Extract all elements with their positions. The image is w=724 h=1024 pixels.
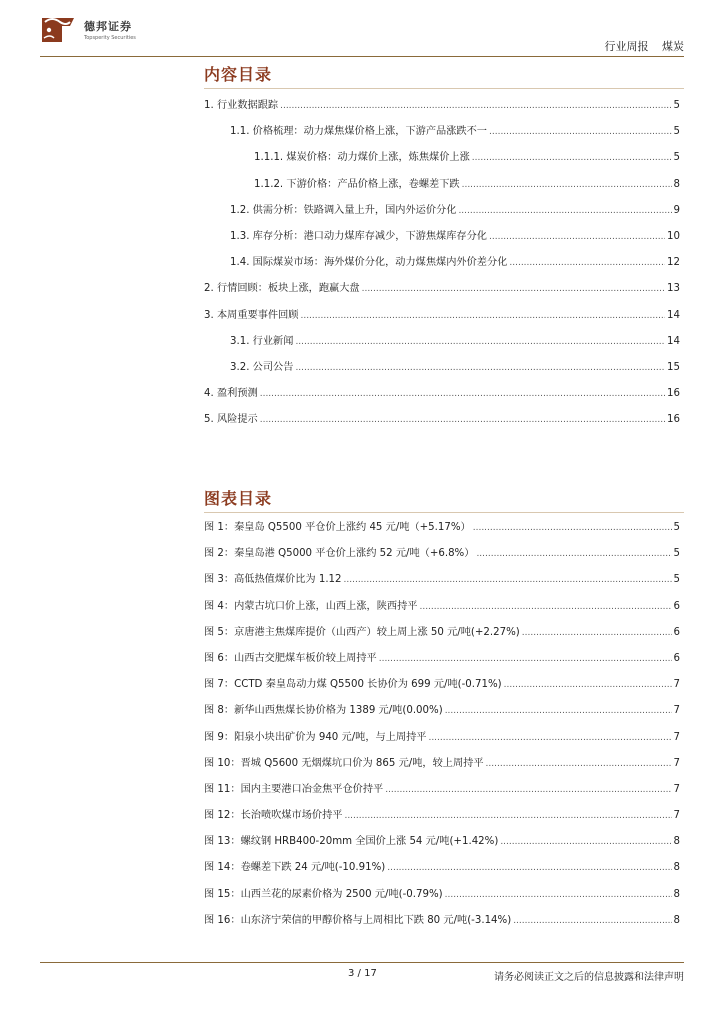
toc-entry-page: 15 xyxy=(667,361,680,373)
list-of-figures xyxy=(204,518,680,937)
dot-leader xyxy=(489,232,665,242)
toc-entry-label: 2. 行情回顾：板块上涨，跑赢大盘 xyxy=(204,283,360,295)
dot-leader xyxy=(489,127,672,137)
figure-entry[interactable] xyxy=(204,675,680,701)
toc-entry-page: 16 xyxy=(667,388,680,400)
figure-entry-label: 图 4：内蒙古坑口价上涨，山西上涨，陕西持平 xyxy=(204,600,418,612)
figure-entry-label: 图 9：阳泉小块出矿价为 940 元/吨，与上周持平 xyxy=(204,731,427,743)
figure-entry-page: 5 xyxy=(673,522,680,533)
toc-entry[interactable] xyxy=(204,306,680,332)
figure-entry[interactable] xyxy=(204,728,680,754)
figure-entry-label: 图 5：京唐港主焦煤库提价（山西产）较上周上涨 50 元/吨(+2.27%) xyxy=(204,626,520,638)
figure-entry-label: 图 14：卷螺差下跌 24 元/吨(-10.91%) xyxy=(204,862,386,874)
figure-entry[interactable] xyxy=(204,754,680,780)
figure-entry-label: 图 2：秦皇岛港 Q5000 平仓价上涨约 52 元/吨（+6.8%） xyxy=(204,548,475,560)
figure-entry[interactable] xyxy=(204,623,680,649)
sector-name: 煤炭 xyxy=(662,40,684,53)
dot-leader xyxy=(504,680,672,690)
toc-entry[interactable] xyxy=(204,96,680,122)
toc-entry-page: 14 xyxy=(667,309,680,321)
header-tags xyxy=(595,38,685,54)
dot-leader xyxy=(260,389,665,399)
disclaimer-note: 请务必阅读正文之后的信息披露和法律声明 xyxy=(494,972,684,983)
dot-leader xyxy=(445,706,672,716)
toc-entry-label: 1. 行业数据跟踪 xyxy=(204,100,279,111)
dot-leader xyxy=(344,575,672,585)
dot-leader xyxy=(387,863,671,873)
logo-english-name: Topsperity Securities xyxy=(84,35,136,41)
dot-leader xyxy=(362,284,665,294)
dot-leader xyxy=(473,523,672,533)
figure-entry-page: 8 xyxy=(673,914,680,926)
figure-entry[interactable] xyxy=(204,701,680,727)
figure-entry[interactable] xyxy=(204,649,680,675)
dot-leader xyxy=(344,811,671,821)
toc-entry-page: 13 xyxy=(667,283,680,295)
dot-leader xyxy=(486,759,672,769)
dot-leader xyxy=(476,549,671,559)
figure-entry[interactable] xyxy=(204,911,680,937)
toc-entry-page: 5 xyxy=(673,152,680,164)
toc-entry-page: 10 xyxy=(667,230,680,242)
toc-entry-label: 3. 本周重要事件回顾 xyxy=(204,309,299,321)
figure-entry[interactable] xyxy=(204,806,680,832)
toc-title: 内容目录 xyxy=(204,65,273,84)
figure-entry[interactable] xyxy=(204,518,680,544)
dot-leader xyxy=(295,363,665,373)
dot-leader xyxy=(472,153,672,163)
toc-entry-label: 1.3. 库存分析：港口动力煤库存减少，下游焦煤库存分化 xyxy=(230,230,487,242)
dot-leader xyxy=(458,206,671,216)
toc-entry-page: 14 xyxy=(667,335,680,347)
footer-divider xyxy=(40,962,684,963)
toc-entry[interactable] xyxy=(204,358,680,384)
figures-title-divider xyxy=(204,512,684,513)
figure-entry-label: 图 8：新华山西焦煤长协价格为 1389 元/吨(0.00%) xyxy=(204,705,443,717)
figure-entry-label: 图 12：长治喷吹煤市场价持平 xyxy=(204,810,343,822)
figure-entry-page: 6 xyxy=(673,652,680,664)
toc-entry-label: 1.4. 国际煤炭市场：海外煤价分化，动力煤焦煤内外价差分化 xyxy=(230,257,508,269)
dot-leader xyxy=(419,602,671,612)
figure-entry-page: 7 xyxy=(673,705,680,717)
dot-leader xyxy=(295,337,665,347)
dot-leader xyxy=(260,415,665,425)
dot-leader xyxy=(280,101,671,111)
toc-entry-label: 3.2. 公司公告 xyxy=(230,361,294,373)
figure-entry-page: 8 xyxy=(673,836,680,848)
toc-entry-label: 4. 盈利预测 xyxy=(204,388,258,400)
figure-entry-page: 7 xyxy=(673,679,680,691)
dot-leader xyxy=(445,890,672,900)
dot-leader xyxy=(513,916,671,926)
header-divider xyxy=(40,56,684,57)
dot-leader xyxy=(385,785,671,795)
dot-leader xyxy=(462,180,672,190)
figure-entry[interactable] xyxy=(204,858,680,884)
toc-entry[interactable] xyxy=(204,175,680,201)
figure-entry-label: 图 16：山东济宁荣信的甲醇价格与上周相比下跌 80 元/吨(-3.14%) xyxy=(204,914,512,926)
table-of-contents xyxy=(204,96,680,436)
figure-entry-page: 8 xyxy=(673,862,680,874)
figure-entry[interactable] xyxy=(204,570,680,596)
toc-entry[interactable] xyxy=(204,410,680,436)
toc-entry[interactable] xyxy=(204,122,680,148)
figure-entry[interactable] xyxy=(204,544,680,570)
figure-entry-page: 7 xyxy=(673,783,680,795)
figure-entry-label: 图 15：山西兰花的尿素价格为 2500 元/吨(-0.79%) xyxy=(204,888,443,900)
toc-entry-label: 1.1.1. 煤炭价格：动力煤价上涨，炼焦煤价上涨 xyxy=(254,152,470,164)
toc-entry-page: 5 xyxy=(673,100,680,111)
report-type: 行业周报 xyxy=(604,40,649,53)
toc-entry-page: 8 xyxy=(673,178,680,190)
page-number: 3 / 17 xyxy=(348,968,377,979)
toc-entry-page: 16 xyxy=(667,414,680,426)
toc-entry-page: 12 xyxy=(667,257,680,269)
figure-entry-page: 7 xyxy=(673,810,680,822)
figures-title: 图表目录 xyxy=(204,489,273,508)
toc-entry[interactable] xyxy=(204,148,680,174)
figure-entry-label: 图 3：高低热值煤价比为 1.12 xyxy=(204,574,342,586)
toc-entry-label: 5. 风险提示 xyxy=(204,414,258,426)
toc-entry[interactable] xyxy=(204,332,680,358)
figure-entry[interactable] xyxy=(204,780,680,806)
figure-entry-label: 图 1：秦皇岛 Q5500 平仓价上涨约 45 元/吨（+5.17%） xyxy=(204,522,471,533)
figure-entry-page: 6 xyxy=(673,626,680,638)
figure-entry-page: 7 xyxy=(673,757,680,769)
toc-entry-label: 1.2. 供需分析：铁路调入量上升，国内外运价分化 xyxy=(230,204,457,216)
dot-leader xyxy=(300,311,665,321)
figure-entry-page: 5 xyxy=(673,548,680,560)
toc-entry-page: 5 xyxy=(673,126,680,138)
toc-title-divider xyxy=(204,88,684,89)
figure-entry-label: 图 13：螺纹钢 HRB400-20mm 全国价上涨 54 元/吨(+1.42%) xyxy=(204,836,499,848)
dot-leader xyxy=(379,654,672,664)
figure-entry-page: 6 xyxy=(673,600,680,612)
dot-leader xyxy=(522,628,672,638)
toc-entry-page: 9 xyxy=(673,204,680,216)
toc-entry-label: 1.1.2. 下游价格：产品价格上涨，卷螺差下跌 xyxy=(254,178,460,190)
toc-entry[interactable] xyxy=(204,201,680,227)
figure-entry-label: 图 10：晋城 Q5600 无烟煤坑口价为 865 元/吨，较上周持平 xyxy=(204,757,484,769)
toc-entry[interactable] xyxy=(204,384,680,410)
figure-entry[interactable] xyxy=(204,885,680,911)
figure-entry[interactable] xyxy=(204,597,680,623)
dot-leader xyxy=(500,837,671,847)
company-logo xyxy=(40,14,136,48)
figure-entry[interactable] xyxy=(204,832,680,858)
toc-entry-label: 1.1. 价格梳理：动力煤焦煤价格上涨，下游产品涨跌不一 xyxy=(230,126,487,138)
dot-leader xyxy=(428,733,671,743)
figure-entry-page: 8 xyxy=(673,888,680,900)
dot-leader xyxy=(509,258,665,268)
toc-entry[interactable] xyxy=(204,227,680,253)
toc-entry[interactable] xyxy=(204,253,680,279)
page-header xyxy=(0,0,724,60)
figure-entry-label: 图 6：山西古交肥煤车板价较上周持平 xyxy=(204,652,377,664)
figure-entry-page: 7 xyxy=(673,731,680,743)
figure-entry-label: 图 7：CCTD 秦皇岛动力煤 Q5500 长协价为 699 元/吨(-0.71%) xyxy=(204,679,502,691)
figure-entry-page: 5 xyxy=(673,574,680,586)
toc-entry-label: 3.1. 行业新闻 xyxy=(230,335,294,347)
dragon-logo-icon xyxy=(40,14,78,48)
logo-chinese-name: 德邦证券 xyxy=(84,20,132,33)
toc-entry[interactable] xyxy=(204,279,680,305)
figure-entry-label: 图 11：国内主要港口冶金焦平仓价持平 xyxy=(204,783,384,795)
